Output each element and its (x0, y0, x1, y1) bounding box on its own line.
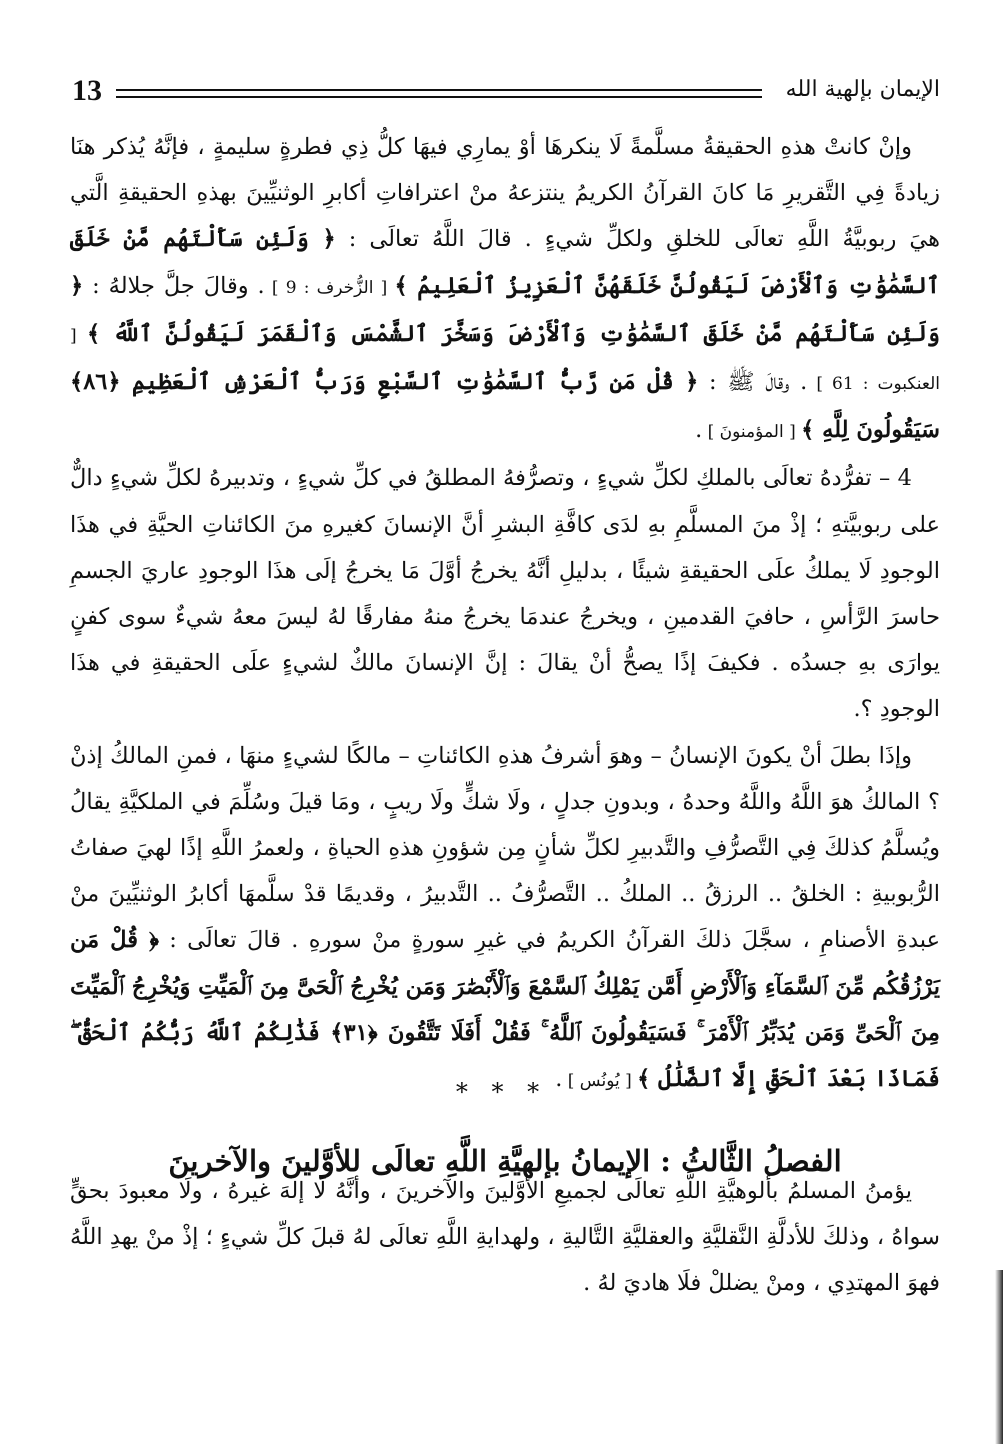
text-segment: . (555, 1066, 563, 1093)
section-heading: الفصلُ الثَّالثُ : الإيمانُ بإلهيَّةِ اللَّهِ تعالَى للأوَّلينَ والآخرينَ (168, 1144, 842, 1179)
quran-verse: ﴿ قُلْ مَن يَرْزُقُكُم مِّنَ ٱلسَّمَآءِ وَٱلْأَرْضِ أَمَّن يَمْلِكُ ٱلسَّمْعَ وَٱلْأَبْصَٰرَ وَمَن يُخْرِجُ ٱلْحَىَّ مِنَ ٱلْمَيِّتِ وَيُخْرِجُ ٱلْمَيِّتَ مِنَ ٱلْحَىِّ وَمَن يُدَبِّرُ ٱلْأَمْرَ ۚ فَسَيَقُولُونَ ٱللَّهُ ۚ فَقُلْ أَفَلَا تَتَّقُونَ ﴿٣١﴾ فَذَٰلِكُمُ ٱللَّهُ رَبُّكُمُ ٱلْحَقُّ ۖ فَمَاذَا بَعْدَ ٱلْحَقِّ إِلَّا ٱلضَّلَٰلُ ﴾ (70, 927, 940, 1093)
quran-verse: ﴿ وَلَئِن سَأَلْتَهُم مَّنْ خَلَقَ ٱلسَّمَٰوَٰتِ وَٱلْأَرْضَ وَسَخَّرَ ٱلشَّمْسَ وَٱلْقَمَرَ لَيَقُولُنَّ ٱللَّهُ ﴾ (70, 272, 940, 347)
text-segment: . وقالَ جلَّ جلالهُ : (83, 272, 265, 299)
section-paragraph-1 (70, 1168, 940, 1307)
header-double-rule (116, 89, 762, 98)
running-header (72, 72, 940, 112)
text-segment: وإذَا بطلَ أنْ يكونَ الإنسانُ – وهوَ أشرفُ هذهِ الكائناتِ – مالكًا لشيءٍ منهَا ، فمنِ المالكُ إذنْ ؟ المالكُ هوَ اللَّهُ واللَّهُ وحدهُ ، وبدونِ جدلٍ ، ولَا شكٍّ ولَا ريبٍ ، ومَا قيلَ وسُلِّمَ في الملكيَّةِ يقالُ ويُسلَّمُ كذلكَ فِي التَّصرُّفِ والتَّدبيرِ لكلِّ شأنٍ مِن شؤونِ هذهِ الحياةِ ، ولعمرُ اللَّهِ إذًا لهيَ صفاتُ الرُّبوبيةِ : الخلقُ .. الرزقُ .. الملكُ .. التَّصرُّفُ .. التَّدبيرُ ، وقديمًا قدْ سلَّمهَا أكابرُ الوثنيِّينَ منْ عبدةِ الأصنامِ ، سجَّلَ ذلكَ القرآنُ الكريمُ في غيرِ سورةٍ منْ سورهِ . قالَ تعالَى : (70, 742, 940, 954)
paragraph-3 (70, 733, 940, 1105)
running-title: الإيمان بإلهية الله (785, 77, 940, 102)
page-number: 13 (72, 74, 102, 107)
text-segment: يؤمنُ المسلمُ بألوهيَّةِ اللَّهِ تعالَى لجميعِ الأوَّلينَ والآخرينَ ، وأنَّهُ لَا إلهَ غيرهُ ، ولَا معبودَ بحقٍّ سواهُ ، وذلكَ للأدلَّةِ النَّقليَّةِ والعقليَّةِ التَّاليةِ ، ولهدايةِ اللَّهِ تعالَى لهُ قبلَ كلِّ شيءٍ ؛ إذْ منْ يهدِ اللَّهُ فهوَ المهتدِي ، ومنْ يضللْ فلَا هاديَ لهُ . (70, 1178, 940, 1297)
page-edge-shadow (995, 1270, 1003, 1444)
text-segment: 4 – تفرُّدهُ تعالَى بالملكِ لكلِّ شيءٍ ، وتصرُّفهُ المطلقُ في كلِّ شيءٍ ، وتدبيرهُ لكلِّ شيءٍ دالٌّ على ربوبيَّتهِ ؛ إذْ منَ المسلَّمِ بهِ لدَى كافَّةِ البشرِ أنَّ الإنسانَ كغيرهِ منَ الكائناتِ الحيَّةِ في هذَا الوجودِ لَا يملكُ علَى الحقيقةِ شيئًا ، بدليلِ أنَّهُ يخرجُ أوَّلَ مَا يخرجُ إلَى هذَا الوجودِ عاريَ الجسمِ حاسرَ الرَّأسِ ، حافيَ القدمينِ ، ويخرجُ عندمَا يخرجُ منهُ مفارقًا لهُ ليسَ معهُ شيءٌ سوى كفنٍ يوارَى بهِ جسدُه . فكيفَ إذًا يصحُّ أنْ يقالَ : إنَّ الإنسانَ مالكٌ لشيءٍ علَى الحقيقةِ في هذَا الوجودِ ؟. (70, 465, 940, 723)
verse-reference: [ المؤمنونَ ] (702, 422, 802, 443)
section-separator: * * * (455, 1078, 548, 1106)
verse-reference: [ العنكبوت : 61 ] (70, 325, 940, 395)
text-segment: . وقالَ ﷺ : (698, 369, 808, 396)
text-segment: وإنْ كانتْ هذهِ الحقيقةُ مسلَّمةً لَا ينكرهَا أوْ يمارِي فيهَا كلُّ ذِي فطرةٍ سليمةٍ ، فإنَّهُ يُذكر هنَا زيادةً فِي التَّقريرِ مَا كانَ القرآنُ الكريمُ ينتزعهُ منْ اعترافاتِ أكابرِ الوثنيِّينَ بهذهِ الحقيقةِ الَّتي هيَ ربوبيَّةُ اللَّهِ تعالَى للخلقِ ولكلِّ شيءٍ . قالَ اللَّهُ تعالَى : (70, 134, 940, 253)
verse-reference: [ يُونُس ] (562, 1071, 638, 1092)
verse-reference: [ الزُّخرف : 9 ] (264, 277, 395, 298)
paragraph-1 (70, 124, 940, 455)
quran-verse: ﴿ وَلَئِن سَأَلْتَهُم مَّنْ خَلَقَ ٱلسَّمَٰوَٰتِ وَٱلْأَرْضَ لَيَقُولُنَّ خَلَقَهُنَّ ٱلْعَزِيزُ ٱلْعَلِيمُ ﴾ (70, 226, 940, 299)
paragraph-2 (70, 455, 940, 732)
quran-verse: ﴿ قُلْ مَن رَّبُّ ٱلسَّمَٰوَٰتِ ٱلسَّبْعِ وَرَبُّ ٱلْعَرْشِ ٱلْعَظِيمِ ﴿٨٦﴾ سَيَقُولُونَ لِلَّهِ ﴾ (70, 369, 940, 444)
text-segment: . (695, 417, 703, 444)
section-text (70, 1168, 940, 1307)
body-text (70, 124, 940, 1104)
